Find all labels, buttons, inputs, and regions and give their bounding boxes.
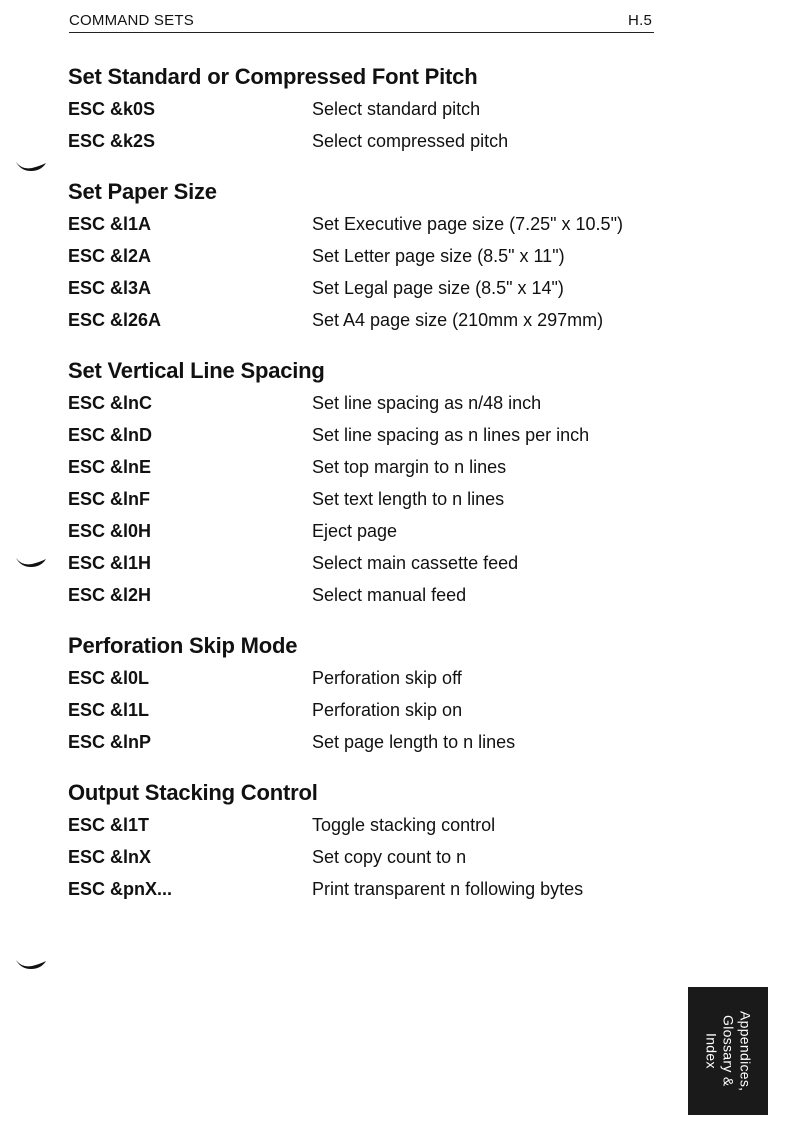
command-code: ESC &l1T [68,815,150,835]
command-code: ESC &l1L [68,700,150,720]
section-title: Set Standard or Compressed Font Pitch [68,64,478,89]
command-description: Set A4 page size (210mm x 297mm) [312,310,604,330]
section-paper-size [68,174,668,332]
command-row [68,98,668,121]
command-code: ESC &lnE [68,457,152,477]
command-code: ESC &k2S [68,131,156,151]
thumb-tab-line: Index [703,1033,720,1069]
command-row [68,731,668,754]
command-row [68,213,668,236]
command-code: ESC &l0H [68,521,152,541]
command-code: ESC &lnX [68,847,152,867]
command-row [68,667,668,690]
command-row [68,584,668,607]
section-title: Output Stacking Control [68,780,318,805]
command-code: ESC &l2H [68,585,152,605]
command-row [68,392,668,415]
command-code: ESC &l3A [68,278,152,298]
command-description: Set Executive page size (7.25" x 10.5") [312,214,623,234]
command-row [68,520,668,543]
section-thumb-tab [688,987,768,1115]
section-output-stacking [68,775,668,901]
command-code: ESC &lnC [68,393,153,413]
command-description: Perforation skip on [312,700,463,720]
command-description: Set Letter page size (8.5" x 11") [312,246,565,266]
section-title: Set Vertical Line Spacing [68,358,325,383]
command-description: Set line spacing as n lines per inch [312,425,590,445]
command-row [68,424,668,447]
command-code: ESC &pnX... [68,879,173,899]
command-code: ESC &k0S [68,99,156,119]
command-row [68,488,668,511]
thumb-tab-line: Appendices, [737,1010,754,1092]
command-code: ESC &l1A [68,214,152,234]
command-description: Eject page [312,521,398,541]
revision-marker-icon [14,958,48,970]
section-perforation-skip [68,628,668,754]
command-row [68,245,668,268]
command-description: Set top margin to n lines [312,457,507,477]
command-row [68,552,668,575]
page-number: H.5 [628,12,652,29]
command-row [68,846,668,869]
command-description: Set line spacing as n/48 inch [312,393,542,413]
command-code: ESC &lnF [68,489,151,509]
command-description: Select compressed pitch [312,131,509,151]
command-list [68,59,668,922]
command-row [68,456,668,479]
section-font-pitch [68,59,668,153]
command-row [68,878,668,901]
command-code: ESC &l2A [68,246,152,266]
section-title: Perforation Skip Mode [68,633,298,658]
revision-marker-icon [14,556,48,568]
page-header [69,10,654,33]
command-row [68,309,668,332]
thumb-tab-label [703,1011,754,1091]
command-row [68,277,668,300]
running-head: COMMAND SETS [69,12,194,29]
command-code: ESC &lnP [68,732,152,752]
command-code: ESC &lnD [68,425,153,445]
command-row [68,130,668,153]
command-description: Toggle stacking control [312,815,496,835]
thumb-tab-line: Glossary & [720,1015,737,1087]
section-line-spacing [68,353,668,607]
command-description: Select manual feed [312,585,467,605]
command-description: Select main cassette feed [312,553,519,573]
section-title: Set Paper Size [68,179,217,204]
command-code: ESC &l26A [68,310,162,330]
command-description: Select standard pitch [312,99,481,119]
command-row [68,699,668,722]
command-description: Print transparent n following bytes [312,879,584,899]
command-row [68,814,668,837]
command-description: Perforation skip off [312,668,462,688]
command-code: ESC &l1H [68,553,152,573]
command-description: Set Legal page size (8.5" x 14") [312,278,564,298]
command-code: ESC &l0L [68,668,150,688]
command-description: Set page length to n lines [312,732,516,752]
revision-marker-icon [14,160,48,172]
command-description: Set text length to n lines [312,489,505,509]
command-description: Set copy count to n [312,847,467,867]
